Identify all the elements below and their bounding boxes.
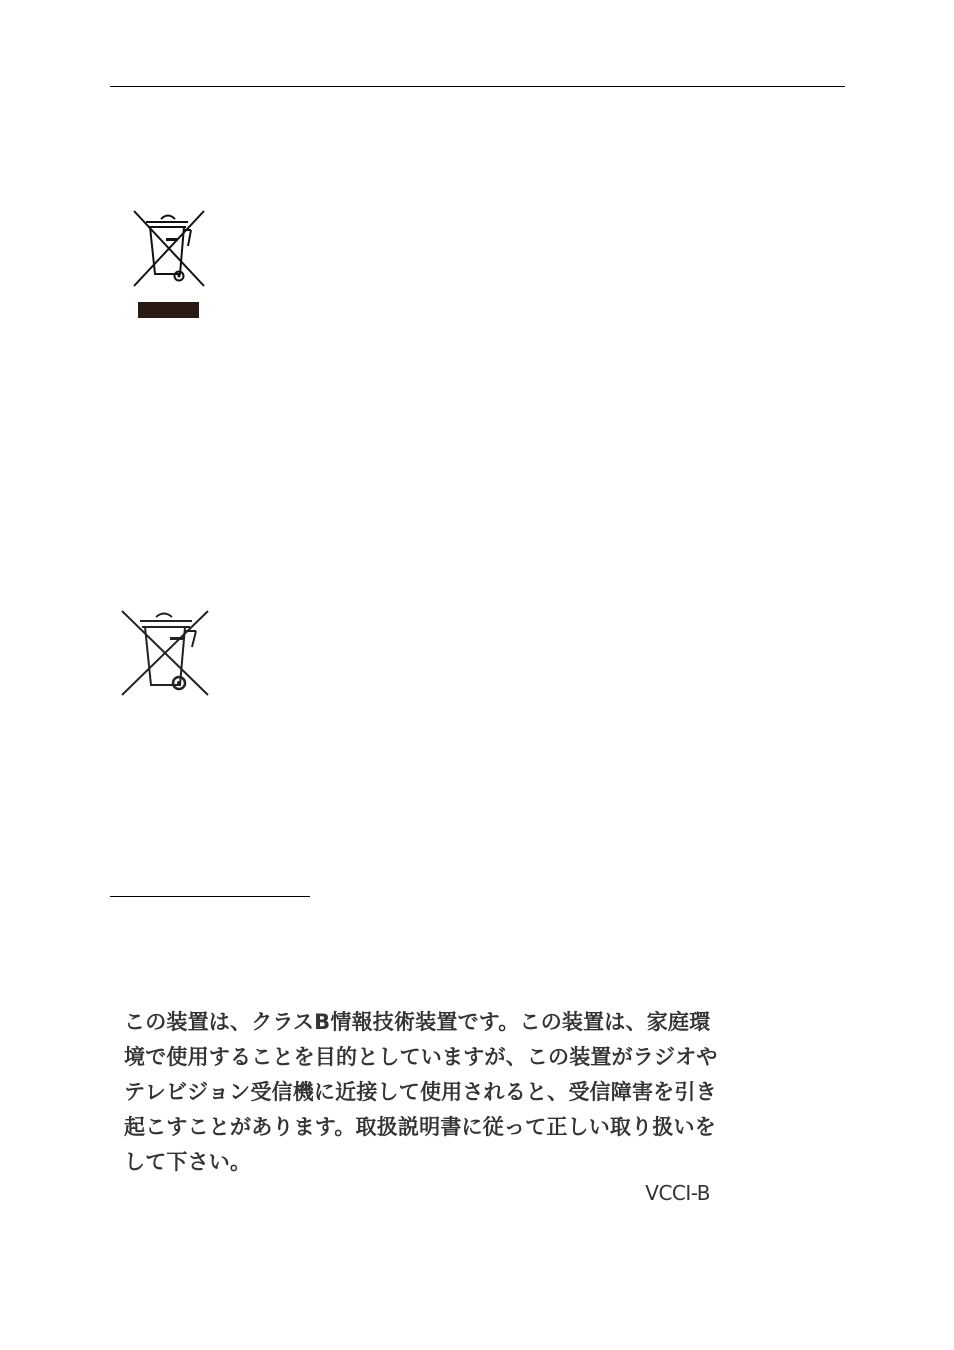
vcci-class-code: VCCI-B [645,1181,710,1205]
section-divider [110,896,310,897]
vcci-notice-line: テレビジョン受信機に近接して使用されると、受信障害を引き [124,1080,717,1104]
vcci-notice [124,1005,724,1180]
vcci-notice-line: して下さい。 [124,1150,252,1174]
header-rule [110,86,845,87]
vcci-notice-line: 起こすことがあります。取扱説明書に従って正しい取り扱いを [124,1115,716,1139]
weee-bin-icon [118,607,214,699]
vcci-notice-line: 境で使用することを目的としていますが、この装置がラジオや [124,1045,718,1069]
weee-bin-with-bar-icon [128,206,210,322]
vcci-notice-line: この装置は、クラスB情報技術装置です。この装置は、家庭環 [124,1010,711,1034]
